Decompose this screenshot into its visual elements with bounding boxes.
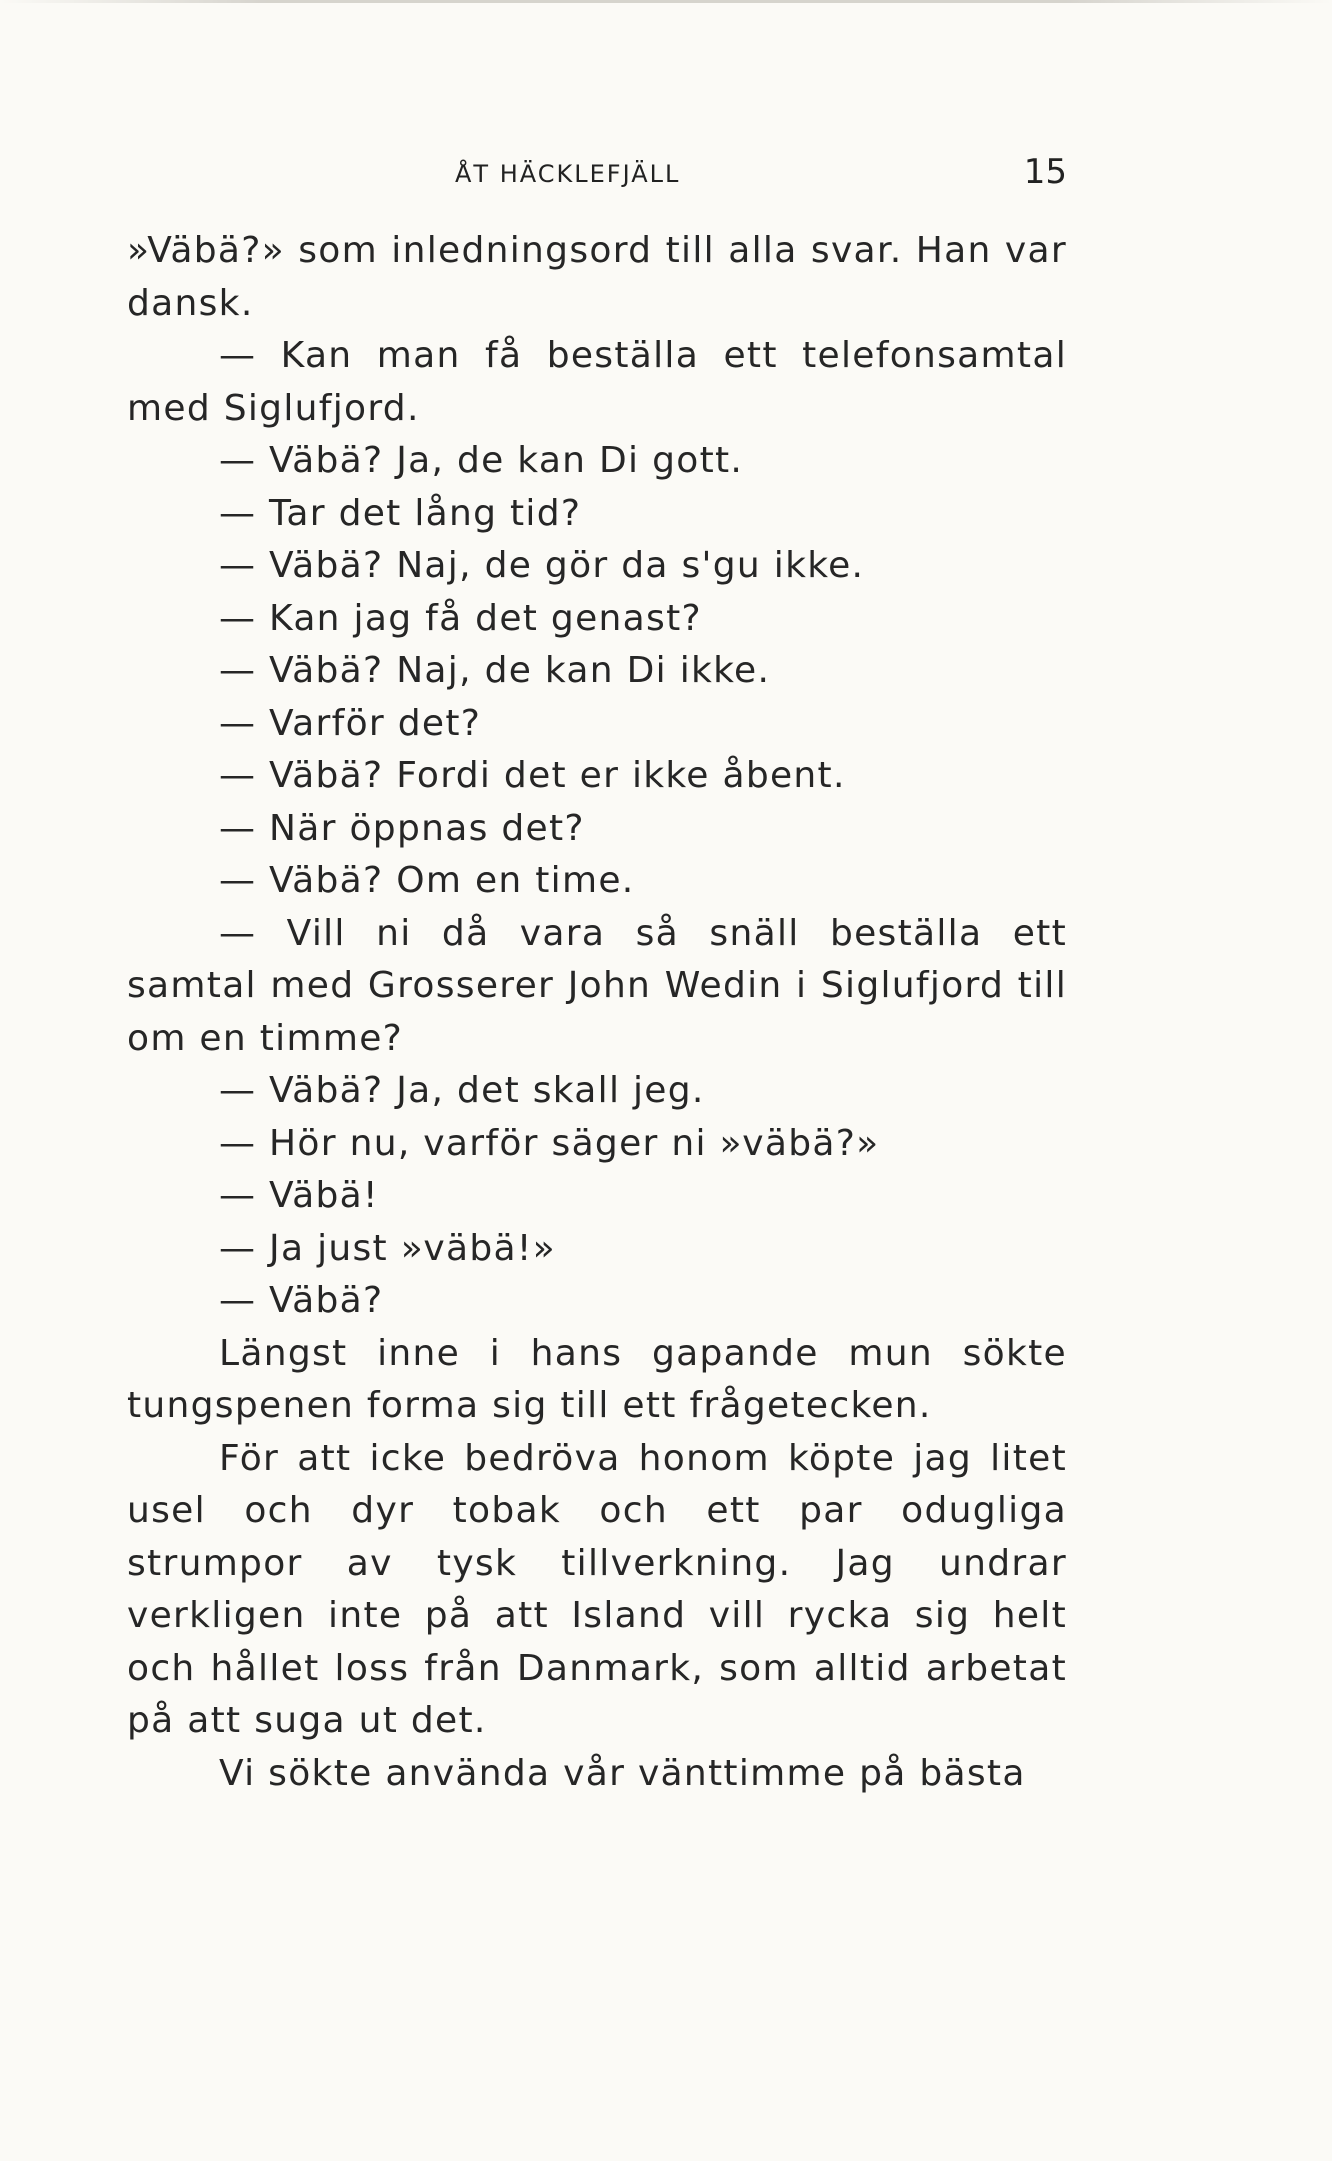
- dialogue-line: — Vill ni då vara så snäll beställa ett samtal med Grosserer John Wedin i Siglufjord till om en timme?: [127, 912, 1067, 1059]
- dialogue-line: — Väbä? Naj, de kan Di ikke.: [219, 650, 771, 691]
- dialogue-line: — Tar det lång tid?: [219, 492, 582, 534]
- running-title: ÅT HÄCKLEFJÄLL: [455, 160, 681, 188]
- narrative-paragraph: Vi sökte använda vår vänttimme på bästa: [219, 1752, 1026, 1794]
- narrative-paragraph: Längst inne i hans gapande mun sökte tungspenen forma sig till ett frågetecken.: [127, 1332, 1067, 1426]
- dialogue-line: — Kan jag få det genast?: [219, 597, 702, 639]
- dialogue-line: — Väbä? Ja, det skall jeg.: [219, 1070, 705, 1111]
- page-top-edge: [0, 0, 1332, 3]
- page-number: 15: [1023, 152, 1067, 192]
- dialogue-line: — Väbä? Ja, de kan Di gott.: [219, 440, 744, 481]
- dialogue-line: — Kan man få beställa ett telefonsamtal med Siglufjord.: [127, 335, 1067, 429]
- dialogue-line: — Väbä? Fordi det er ikke åbent.: [219, 755, 846, 796]
- narrative-paragraph: För att icke bedröva honom köpte jag litet usel och dyr tobak och ett par odugliga strumpor av tysk tillverkning. Jag undrar verkligen inte på att Island vill rycka sig helt och hållet loss från Danmark, som alltid arbetat på att suga ut det.: [127, 1437, 1067, 1741]
- dialogue-line: — Hör nu, varför säger ni »väbä?»: [219, 1122, 880, 1164]
- running-head: [127, 152, 1067, 202]
- body-text: [127, 225, 1067, 1800]
- dialogue-line: — Väbä?: [219, 1280, 384, 1321]
- dialogue-line: — Ja just »väbä!»: [219, 1227, 556, 1269]
- paragraph-opening: »Väbä?» som inledningsord till alla svar. Han var dansk.: [127, 230, 1067, 324]
- dialogue-line: — Väbä!: [219, 1175, 379, 1216]
- dialogue-line: — Varför det?: [219, 702, 482, 744]
- dialogue-line: — Väbä? Om en time.: [219, 860, 635, 901]
- dialogue-line: — När öppnas det?: [219, 807, 585, 849]
- dialogue-line: — Väbä? Naj, de gör da s'gu ikke.: [219, 545, 865, 586]
- book-page: [127, 152, 1067, 1800]
